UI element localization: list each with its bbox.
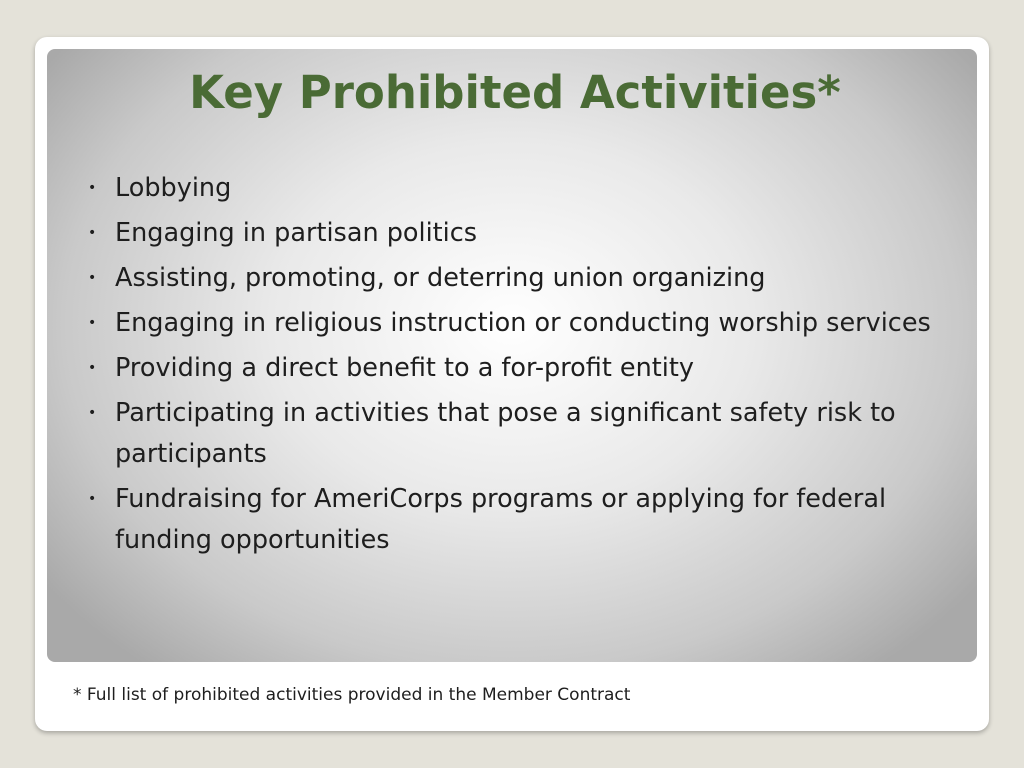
slide-title: Key Prohibited Activities* <box>189 66 841 119</box>
list-item-text: Lobbying <box>115 173 232 203</box>
bullet-icon: • <box>88 491 97 507</box>
list-item <box>88 258 968 299</box>
bullet-icon: • <box>88 180 97 196</box>
list-item-text: Fundraising for AmeriCorps programs or applying for federal funding opportunities <box>115 484 887 555</box>
list-item <box>88 393 968 475</box>
list-item-text: Participating in activities that pose a significant safety risk to participants <box>115 398 896 469</box>
bullet-list <box>88 168 968 565</box>
footnote: * Full list of prohibited activities provided in the Member Contract <box>73 685 631 705</box>
bullet-icon: • <box>88 225 97 241</box>
bullet-icon: • <box>88 405 97 421</box>
list-item-text: Engaging in religious instruction or conducting worship services <box>115 308 931 338</box>
bullet-icon: • <box>88 360 97 376</box>
list-item <box>88 213 968 254</box>
slide-card <box>35 37 989 731</box>
bullet-icon: • <box>88 270 97 286</box>
list-item-text: Assisting, promoting, or deterring union organizing <box>115 263 766 293</box>
list-item <box>88 479 968 561</box>
content-panel <box>47 49 977 662</box>
list-item <box>88 168 968 209</box>
bullet-icon: • <box>88 315 97 331</box>
list-item <box>88 348 968 389</box>
list-item-text: Providing a direct benefit to a for-profit entity <box>115 353 694 383</box>
list-item-text: Engaging in partisan politics <box>115 218 478 248</box>
list-item <box>88 303 968 344</box>
